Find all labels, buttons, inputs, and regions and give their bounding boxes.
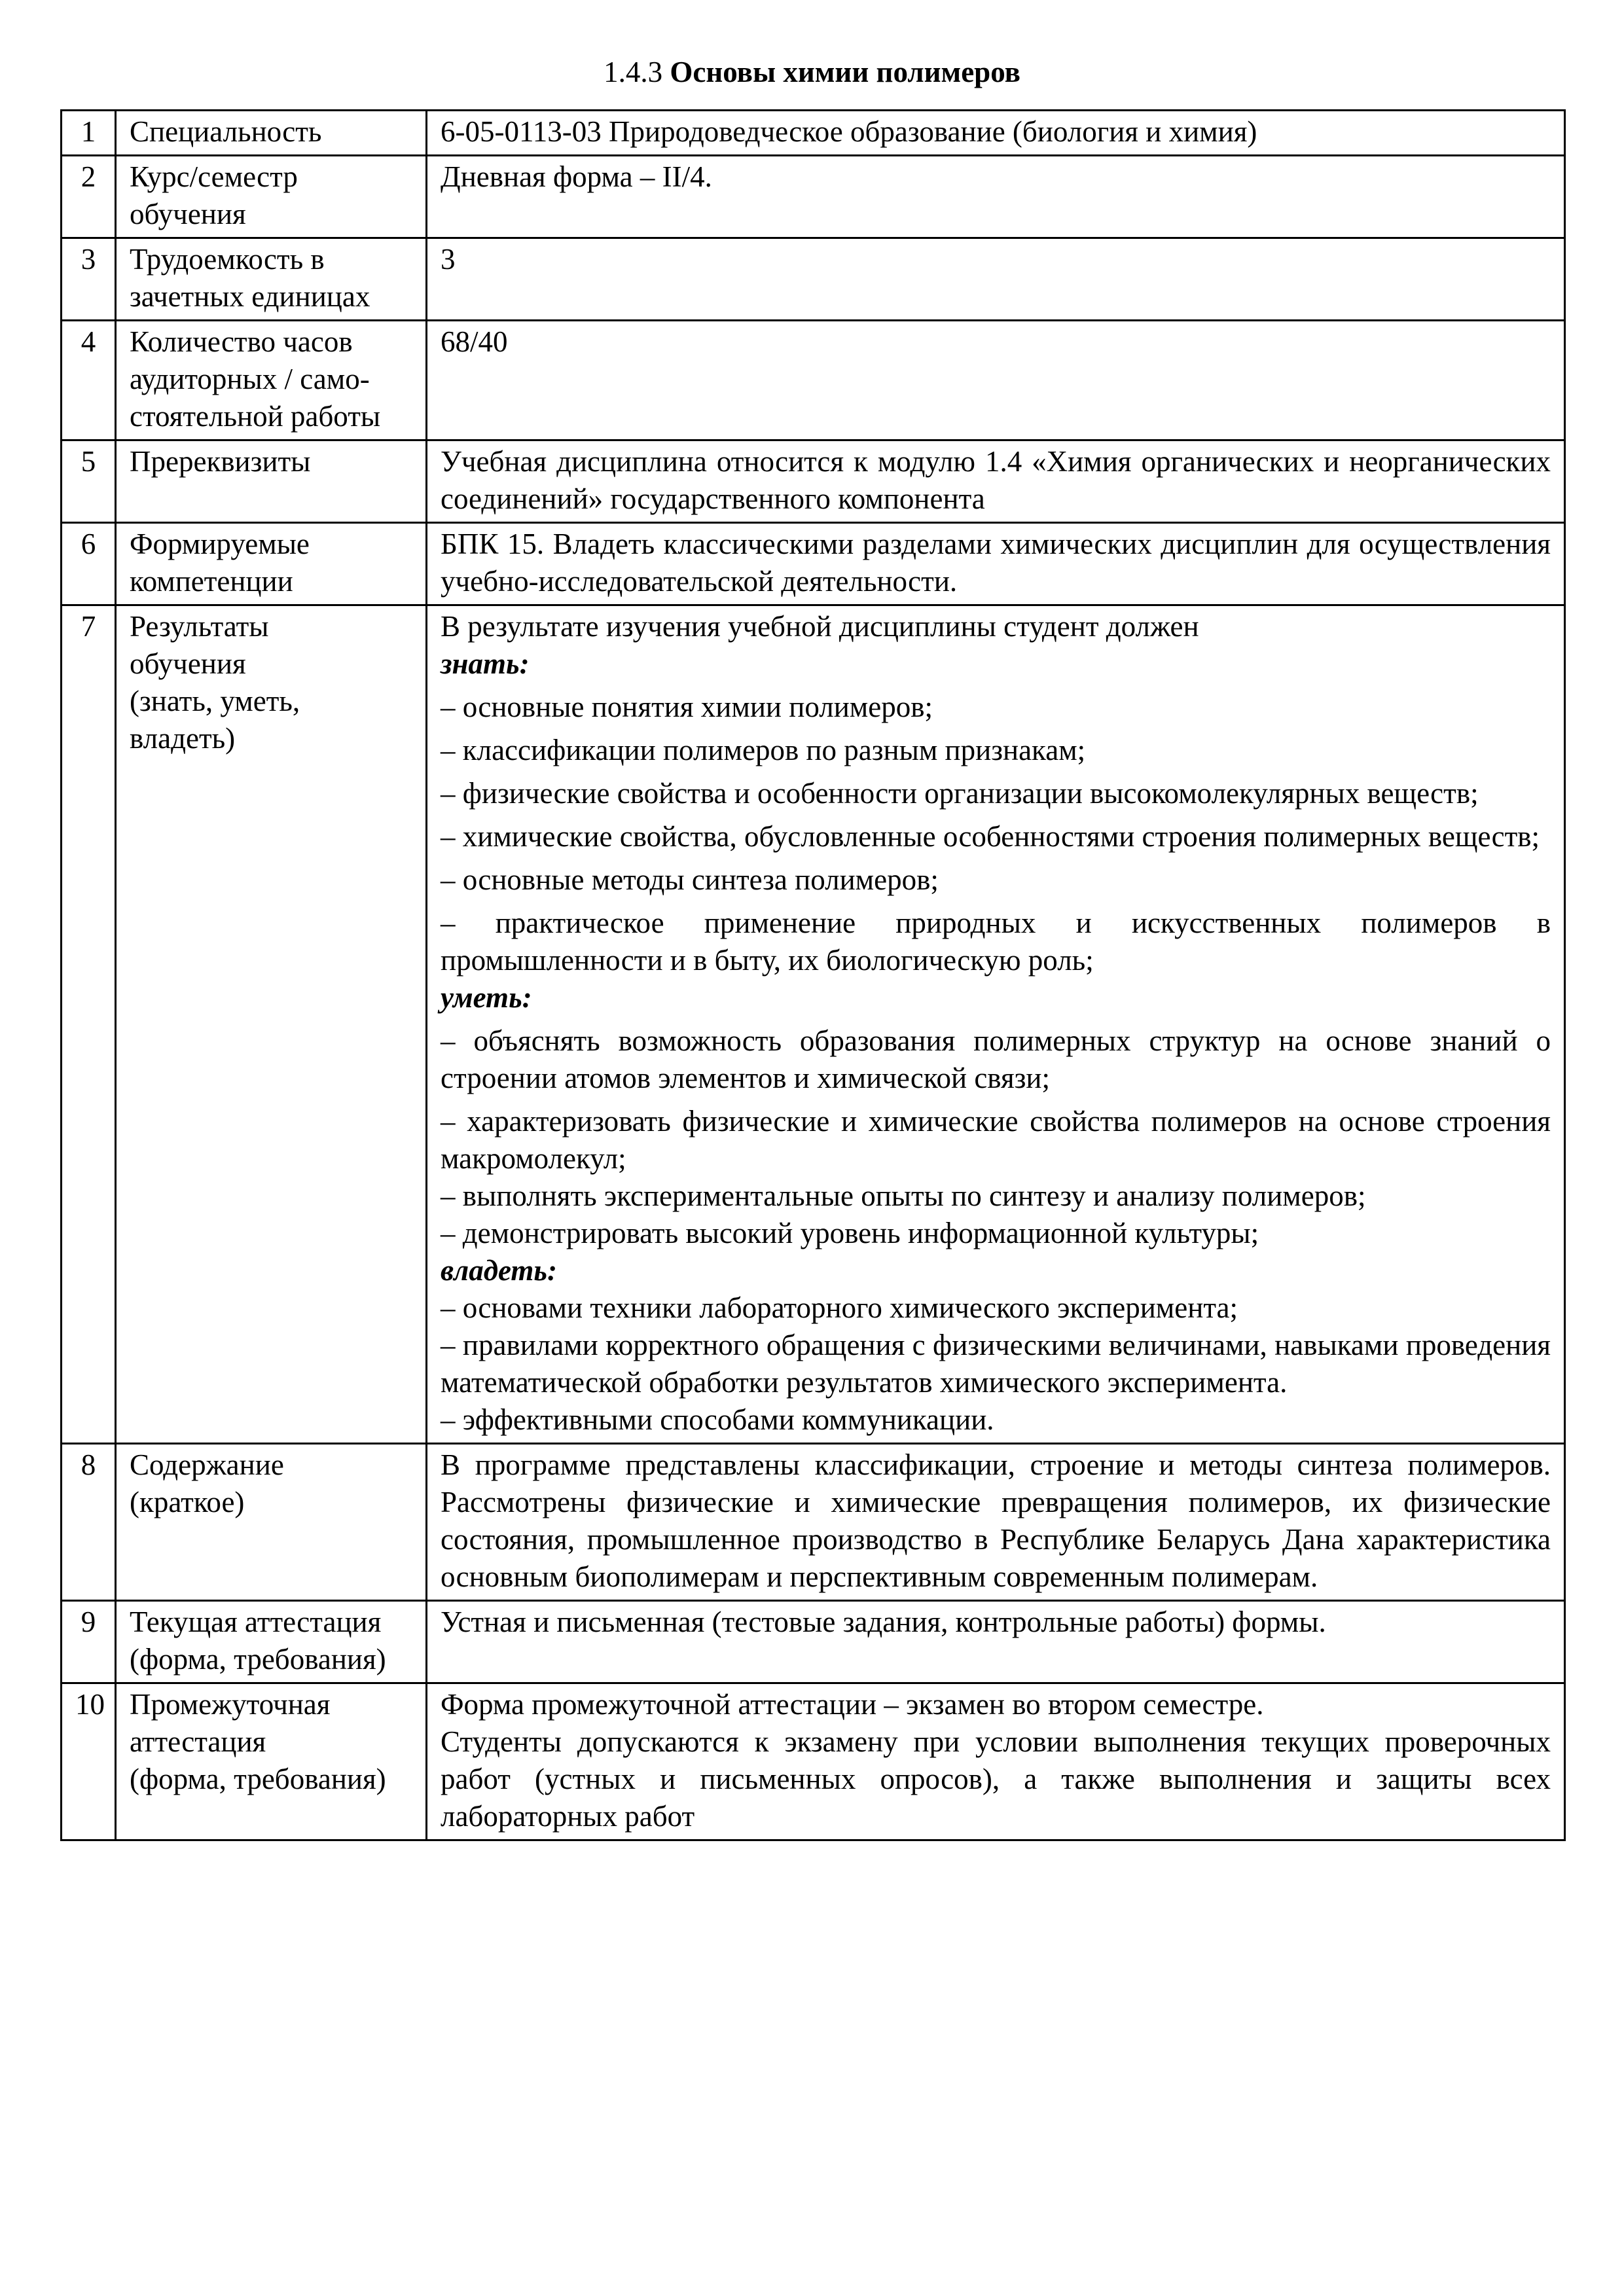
know-item: – физические свойства и особенности организации высокомолекулярных веществ; xyxy=(441,777,1479,810)
row-number: 3 xyxy=(62,238,116,321)
learning-outcomes xyxy=(427,605,1565,1444)
know-item: – практическое применение природных и искусственных полимеров в промышленности и в быту, их биологическую роль; xyxy=(441,906,1551,977)
row-label xyxy=(116,523,427,605)
row-number: 1 xyxy=(62,111,116,156)
table-row xyxy=(62,1601,1565,1683)
table-row xyxy=(62,156,1565,238)
table-row xyxy=(62,111,1565,156)
row-number: 7 xyxy=(62,605,116,1444)
row-value: В программе представлены классификации, строение и методы синтеза полимеров. Рассмотрены физические и химические превращения полимеров, их физические состояния, промышленное производство в Республике Беларусь Дана характеристика основным биополимерам и перспективным современным полимерам. xyxy=(427,1444,1565,1601)
table-row xyxy=(62,238,1565,321)
know-item: – химические свойства, обусловленные особенностями строения полимерных веществ; xyxy=(441,820,1540,853)
table-row xyxy=(62,523,1565,605)
row-value: Дневная форма – II/4. xyxy=(427,156,1565,238)
label-line: Результаты xyxy=(130,610,269,643)
outcomes-intro: В результате изучения учебной дисциплины студент должен xyxy=(441,610,1199,643)
label-line: зачетных единицах xyxy=(130,280,370,313)
row-label xyxy=(116,238,427,321)
table-row xyxy=(62,321,1565,440)
row-label: Пререквизиты xyxy=(116,440,427,523)
row-number: 5 xyxy=(62,440,116,523)
row-label xyxy=(116,1444,427,1601)
row-number: 8 xyxy=(62,1444,116,1601)
row-label: Специальность xyxy=(116,111,427,156)
row-value xyxy=(427,1683,1565,1840)
label-line: Курс/семестр xyxy=(130,160,298,193)
table-row xyxy=(62,1444,1565,1601)
can-item: – выполнять экспериментальные опыты по синтезу и анализу полимеров; xyxy=(441,1179,1366,1212)
can-item: – характеризовать физические и химические свойства полимеров на основе строения макромолекул; xyxy=(441,1105,1551,1175)
label-line: Трудоемкость в xyxy=(130,243,325,276)
label-line: (знать, уметь, xyxy=(130,685,300,717)
label-line: обучения xyxy=(130,647,246,680)
label-line: компетенции xyxy=(130,565,293,598)
row-value: Устная и письменная (тестовые задания, контрольные работы) формы. xyxy=(427,1601,1565,1683)
row-number: 2 xyxy=(62,156,116,238)
table-row xyxy=(62,605,1565,1444)
row-label xyxy=(116,156,427,238)
row-value: 6-05-0113-03 Природоведческое образование (биология и химия) xyxy=(427,111,1565,156)
own-heading: владеть: xyxy=(441,1254,557,1287)
can-heading: уметь: xyxy=(441,981,532,1014)
row-number: 6 xyxy=(62,523,116,605)
know-heading: знать: xyxy=(441,647,530,680)
row-number: 9 xyxy=(62,1601,116,1683)
title-name: Основы химии полимеров xyxy=(670,56,1020,88)
own-item: – правилами корректного обращения с физическими величинами, навыками проведения математической обработки результатов химического эксперимента. xyxy=(441,1329,1551,1399)
know-item: – основные понятия химии полимеров; xyxy=(441,691,933,723)
row-label xyxy=(116,605,427,1444)
table-row xyxy=(62,1683,1565,1840)
label-line: Количество часов xyxy=(130,325,353,358)
can-item: – объяснять возможность образования полимерных структур на основе знаний о строении атомов элементов и химической связи; xyxy=(441,1024,1551,1094)
label-line: (форма, требования) xyxy=(130,1643,386,1676)
row-value: 68/40 xyxy=(427,321,1565,440)
know-item: – основные методы синтеза полимеров; xyxy=(441,863,939,896)
own-item: – основами техники лабораторного химического эксперимента; xyxy=(441,1291,1238,1324)
label-line: Промежуточная xyxy=(130,1688,331,1721)
row-value: БПК 15. Владеть классическими разделами химических дисциплин для осуществления учебно-исследовательской деятельности. xyxy=(427,523,1565,605)
label-line: Формируемые xyxy=(130,528,310,560)
label-line: стоятельной работы xyxy=(130,400,381,433)
label-line: аттестация xyxy=(130,1725,266,1758)
row-label xyxy=(116,1601,427,1683)
own-item: – эффективными способами коммуникации. xyxy=(441,1403,994,1436)
label-line: аудиторных / само- xyxy=(130,363,370,395)
label-line: Содержание xyxy=(130,1448,284,1481)
value-line: Студенты допускаются к экзамену при условии выполнения текущих проверочных работ (устных и письменных опросов), а также выполнения и защиты всех лабораторных работ xyxy=(441,1725,1551,1833)
know-item: – классификации полимеров по разным признакам; xyxy=(441,734,1086,766)
can-item: – демонстрировать высокий уровень информационной культуры; xyxy=(441,1217,1259,1249)
row-value: 3 xyxy=(427,238,1565,321)
row-label xyxy=(116,1683,427,1840)
title-number: 1.4.3 xyxy=(604,56,663,88)
label-line: (краткое) xyxy=(130,1486,245,1518)
label-line: обучения xyxy=(130,198,246,230)
label-line: (форма, требования) xyxy=(130,1763,386,1795)
table-row xyxy=(62,440,1565,523)
row-label xyxy=(116,321,427,440)
label-line: Текущая аттестация xyxy=(130,1605,382,1638)
row-number: 10 xyxy=(62,1683,116,1840)
value-line: Форма промежуточной аттестации – экзамен во втором семестре. xyxy=(441,1688,1264,1721)
row-number: 4 xyxy=(62,321,116,440)
label-line: владеть) xyxy=(130,722,236,755)
document-title xyxy=(0,52,1624,92)
row-value: Учебная дисциплина относится к модулю 1.4 «Химия органических и неорганических соединений» государственного компонента xyxy=(427,440,1565,523)
syllabus-table xyxy=(60,109,1566,1841)
